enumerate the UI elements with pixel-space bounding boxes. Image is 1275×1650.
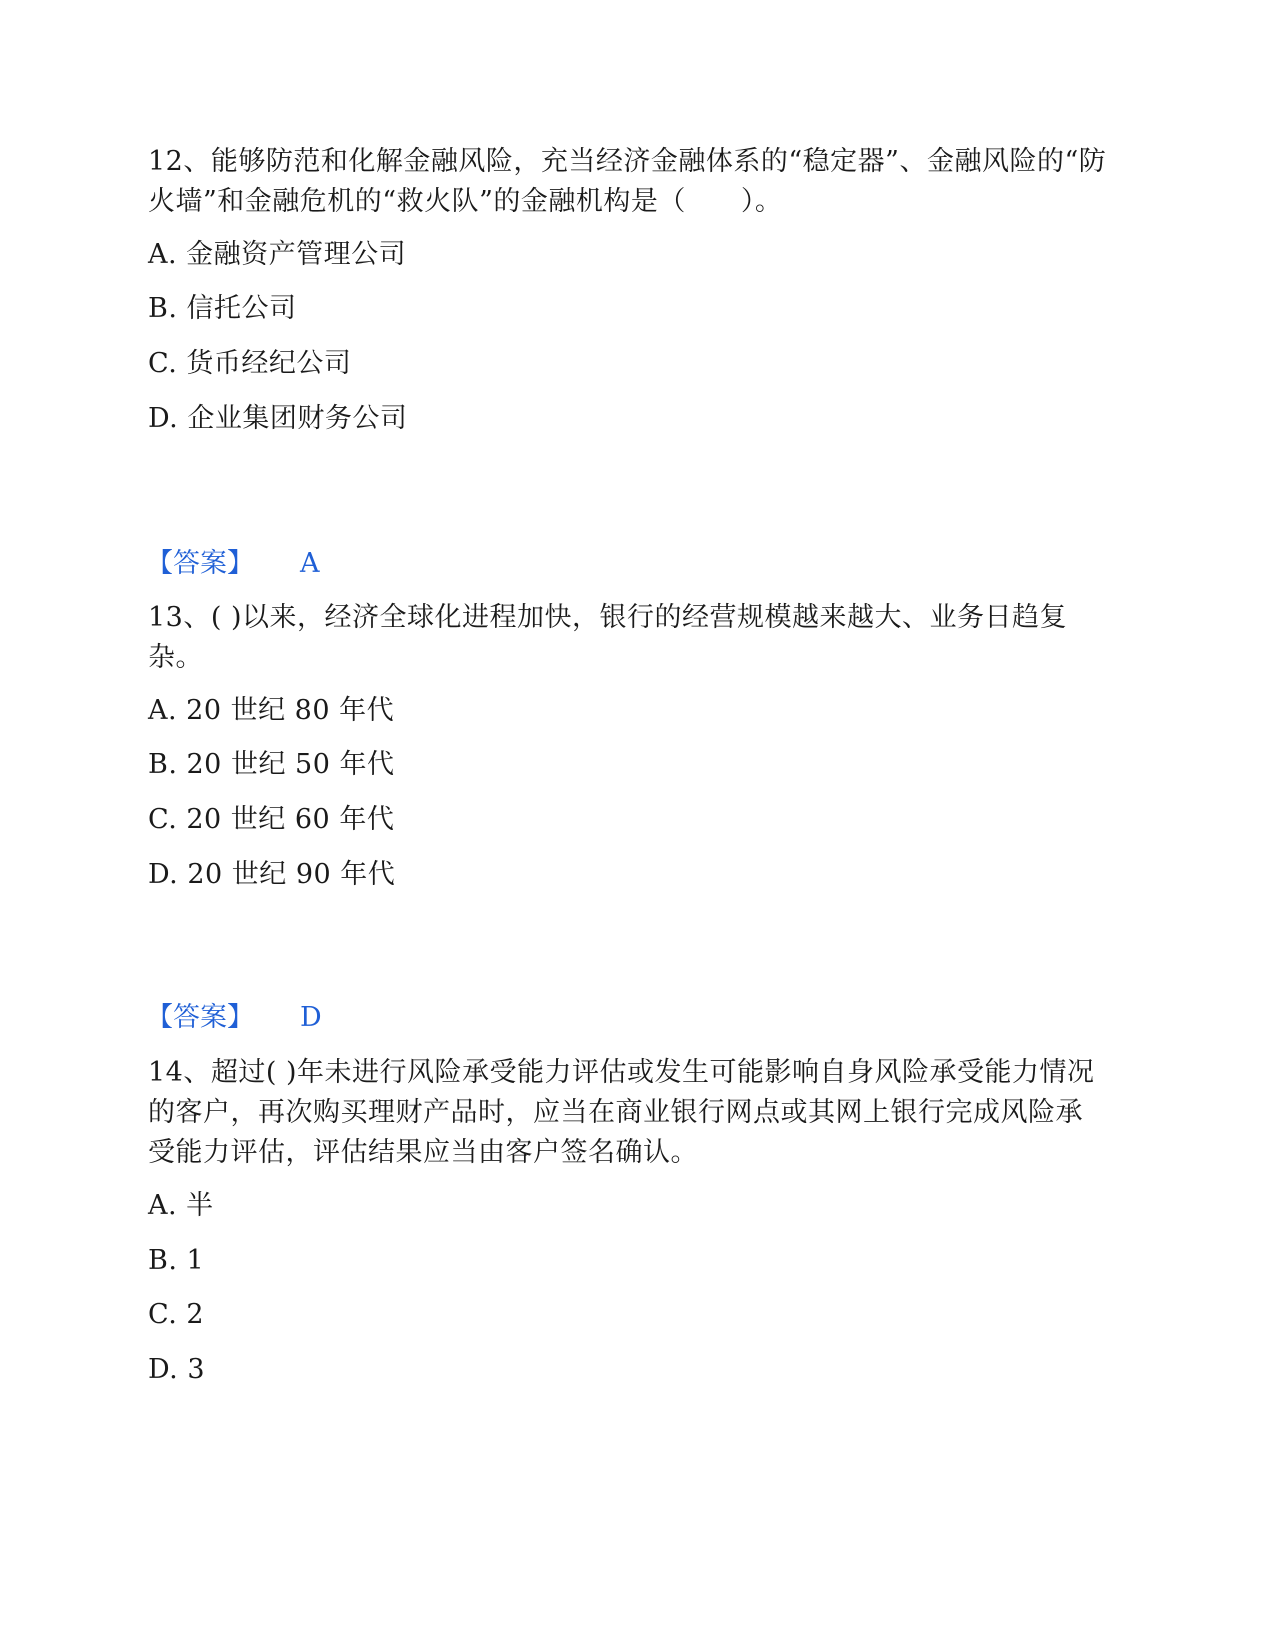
question-12-stem: 12、能够防范和化解金融风险，充当经济金融体系的“稳定器”、金融风险的“防火墙”和金融危机的“救火队”的金融机构是（ ）。: [148, 146, 1107, 217]
answer-13: [146, 1001, 322, 1035]
question-14-stem: 14、超过( )年未进行风险承受能力评估或发生可能影响自身风险承受能力情况的客户，再次购买理财产品时，应当在商业银行网点或其网上银行完成风险承受能力评估，评估结果应当由客户签名确认。: [148, 1057, 1095, 1168]
question-14-option-d: D. 3: [148, 1354, 206, 1385]
answer-12: [146, 547, 320, 581]
answer-13-value: D: [300, 1002, 322, 1033]
answer-12-value: A: [300, 548, 320, 579]
question-13-option-a: A. 20 世纪 80 年代: [148, 695, 395, 726]
question-14-option-a: A. 半: [148, 1190, 214, 1221]
question-13-option-d: D. 20 世纪 90 年代: [148, 859, 396, 890]
question-12-option-c: C. 货币经纪公司: [148, 348, 352, 379]
question-12-option-b: B. 信托公司: [148, 293, 297, 324]
answer-12-tag: 【答案】: [146, 548, 254, 579]
question-14-option-b: B. 1: [148, 1245, 205, 1276]
question-13-stem: 13、( )以来，经济全球化进程加快，银行的经营规模越来越大、业务日趋复杂。: [148, 602, 1068, 673]
question-13-option-b: B. 20 世纪 50 年代: [148, 749, 395, 780]
question-14-option-c: C. 2: [148, 1299, 205, 1330]
question-13-option-c: C. 20 世纪 60 年代: [148, 804, 395, 835]
answer-13-tag: 【答案】: [146, 1002, 254, 1033]
question-12-option-d: D. 企业集团财务公司: [148, 403, 408, 434]
question-12-option-a: A. 金融资产管理公司: [148, 239, 407, 270]
